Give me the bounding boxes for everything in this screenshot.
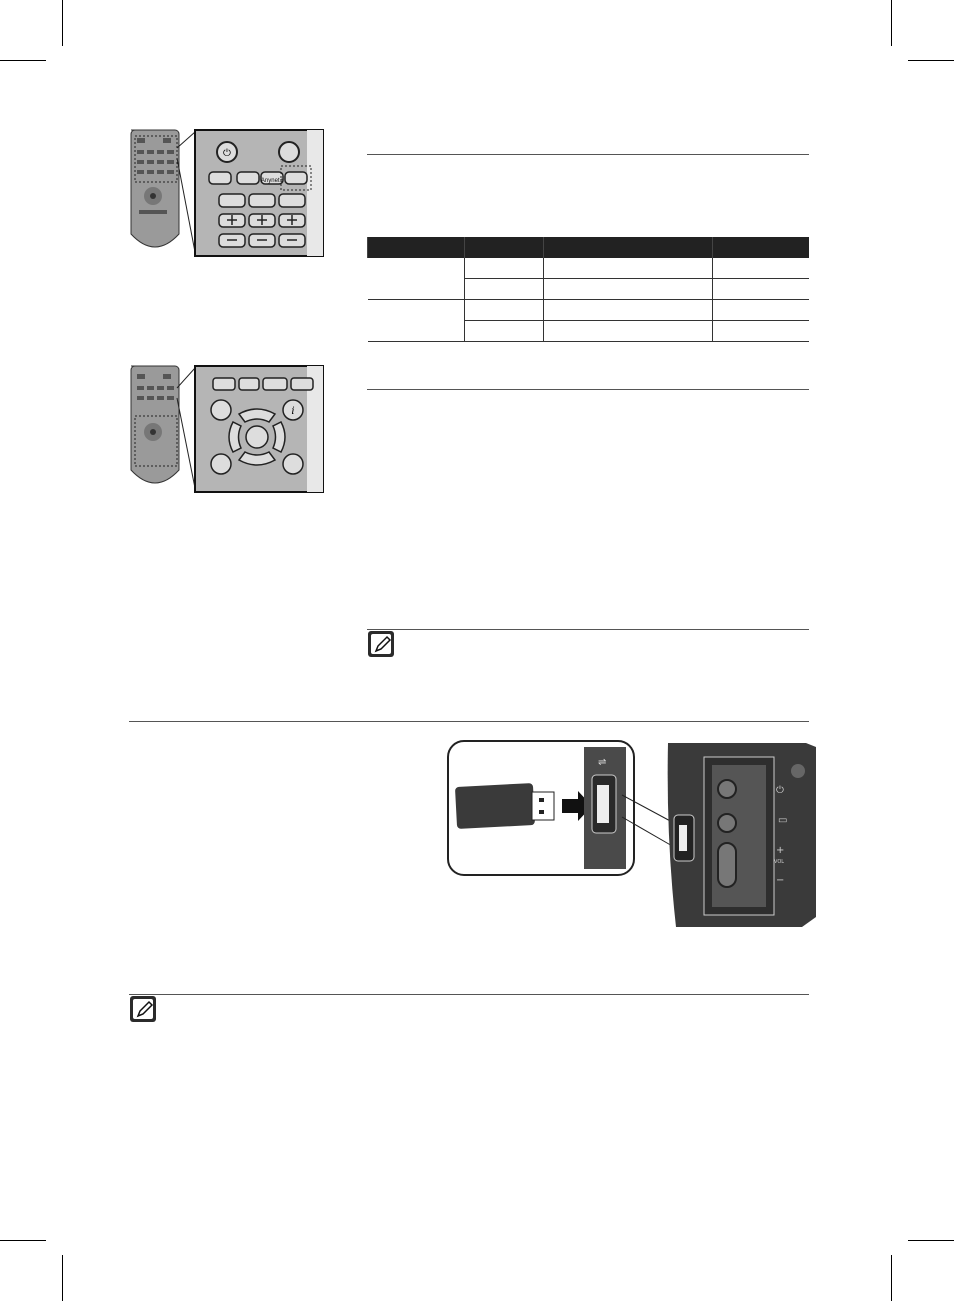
- section-rule: [367, 389, 809, 390]
- table-cell: [544, 279, 713, 300]
- table-header-cell: [544, 237, 713, 258]
- table-cell: [544, 321, 713, 342]
- table-cell: [465, 279, 544, 300]
- vol-label: VOL: [774, 859, 785, 865]
- table-cell: [713, 279, 810, 300]
- svg-text:+: +: [776, 845, 785, 856]
- table-cell: [368, 258, 465, 300]
- crop-mark: [62, 1255, 63, 1301]
- table-cell: [713, 258, 810, 279]
- svg-text:i: i: [291, 406, 295, 417]
- table-header-cell: [368, 237, 465, 258]
- svg-text:−: −: [776, 875, 785, 886]
- table-cell: [465, 321, 544, 342]
- crop-mark: [62, 0, 63, 46]
- table-row: [368, 300, 810, 321]
- table-cell: [713, 321, 810, 342]
- table-cell: [713, 300, 810, 321]
- note-rule: [129, 994, 809, 995]
- crop-mark: [0, 60, 46, 61]
- anynet-label: Anynet+: [260, 178, 284, 184]
- spec-table: [367, 237, 809, 342]
- crop-mark: [908, 1240, 954, 1241]
- table-header-cell: [713, 237, 810, 258]
- svg-text:▭: ▭: [778, 815, 788, 826]
- remote-illustration-navigation: [127, 364, 325, 494]
- usb-connection-illustration: [446, 735, 820, 931]
- svg-text:⏻: ⏻: [776, 785, 784, 796]
- crop-mark: [0, 1240, 46, 1241]
- note-icon: [130, 996, 156, 1022]
- svg-text:⇌: ⇌: [598, 757, 607, 768]
- table-cell: [465, 300, 544, 321]
- table-row: [368, 258, 810, 279]
- crop-mark: [891, 0, 892, 46]
- crop-mark: [891, 1255, 892, 1301]
- table-header-row: [368, 237, 810, 258]
- remote-illustration-top: [127, 128, 325, 258]
- note-icon: [368, 631, 394, 657]
- section-rule: [367, 154, 809, 155]
- table-cell: [544, 258, 713, 279]
- table-cell: [465, 258, 544, 279]
- crop-mark: [908, 60, 954, 61]
- svg-text:⏻: ⏻: [223, 148, 231, 159]
- table-cell: [544, 300, 713, 321]
- table-cell: [368, 300, 465, 342]
- table-header-cell: [465, 237, 544, 258]
- section-divider: [129, 721, 809, 722]
- note-rule: [367, 629, 809, 630]
